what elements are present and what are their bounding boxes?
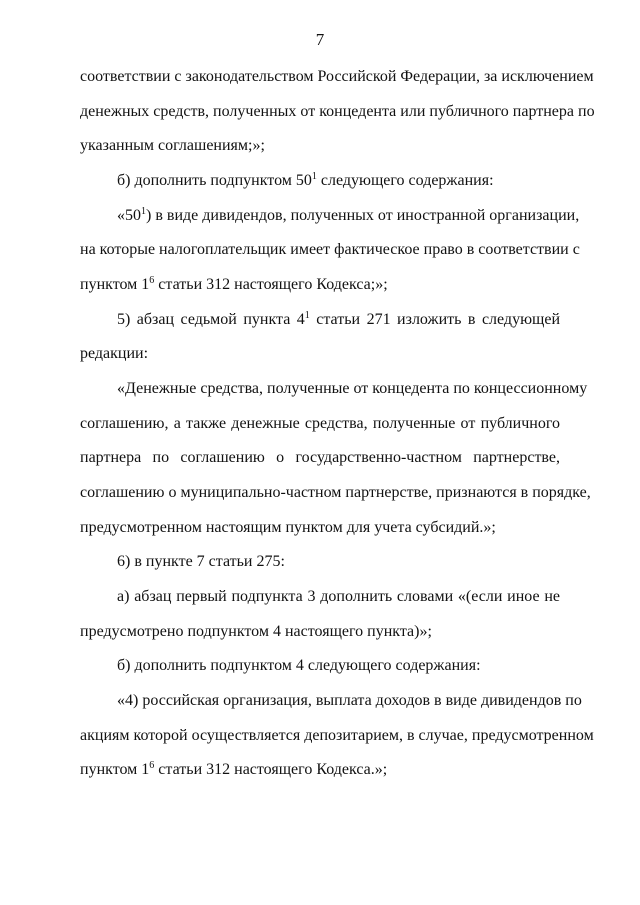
superscript: 1 — [311, 171, 317, 182]
superscript: 6 — [149, 760, 155, 771]
superscript: 1 — [141, 206, 146, 217]
text-segment: следующего содержания: — [316, 172, 494, 189]
quote-item-5-line-1: «Денежные средства, полученные от концедента по концессионному — [117, 380, 588, 397]
quote-item-5-line-5: предусмотренном настоящим пунктом для учета субсидий.»; — [80, 519, 496, 536]
quote-item-5-line-3: партнера по соглашению о государственно-частном партнерстве, — [80, 449, 560, 466]
item-5-line-2: редакции: — [80, 345, 149, 362]
quote-item-5-line-2: соглашению, а также денежные средства, полученные от публичного — [80, 415, 560, 432]
paragraph-line-2: денежных средств, полученных от концедента или публичного партнера по — [80, 103, 595, 120]
item-6-heading: 6) в пункте 7 статьи 275: — [117, 553, 285, 570]
quote-4-line-3 — [80, 760, 560, 780]
text-segment: статьи 312 настоящего Кодекса.»; — [154, 761, 388, 778]
text-segment: пунктом 1 — [80, 761, 150, 778]
superscript: 1 — [304, 310, 310, 321]
subitem-b-4: б) дополнить подпунктом 4 следующего содержания: — [117, 657, 481, 674]
text-segment: статьи 312 настоящего Кодекса;»; — [154, 276, 388, 293]
subitem-b-50-1 — [117, 171, 560, 191]
paragraph-line-1: соответствии с законодательством Российской Федерации, за исключением — [80, 68, 594, 85]
quote-4-line-2: акциям которой осуществляется депозитарием, в случае, предусмотренном — [80, 727, 594, 744]
quote-item-5-line-4: соглашению о муниципально-частном партнерстве, признаются в порядке, — [80, 484, 591, 501]
paragraph-line-3: указанным соглашениям;»; — [80, 137, 265, 154]
text-segment: 5) абзац седьмой пункта 4 — [117, 311, 305, 328]
text-segment: статьи 271 изложить в следующей — [309, 311, 561, 328]
quote-50-1-line-1 — [117, 206, 580, 226]
superscript: 6 — [149, 275, 155, 286]
text-segment: ) в виде дивидендов, полученных от иностранной организации, — [146, 207, 580, 224]
text-segment: пунктом 1 — [80, 276, 150, 293]
quote-50-1-line-3 — [80, 275, 560, 295]
subitem-a-line-1: а) абзац первый подпункта 3 дополнить словами «(если иное не — [117, 588, 560, 605]
text-segment: б) дополнить подпунктом 50 — [117, 172, 312, 189]
quote-4-line-1: «4) российская организация, выплата доходов в виде дивидендов по — [117, 692, 582, 709]
quote-50-1-line-2: на которые налогоплательщик имеет фактическое право в соответствии с — [80, 241, 580, 258]
text-segment: «50 — [117, 207, 141, 224]
item-5-line-1 — [117, 310, 560, 330]
page-number: 7 — [315, 30, 325, 49]
subitem-a-line-2: предусмотрено подпунктом 4 настоящего пункта)»; — [80, 623, 432, 640]
